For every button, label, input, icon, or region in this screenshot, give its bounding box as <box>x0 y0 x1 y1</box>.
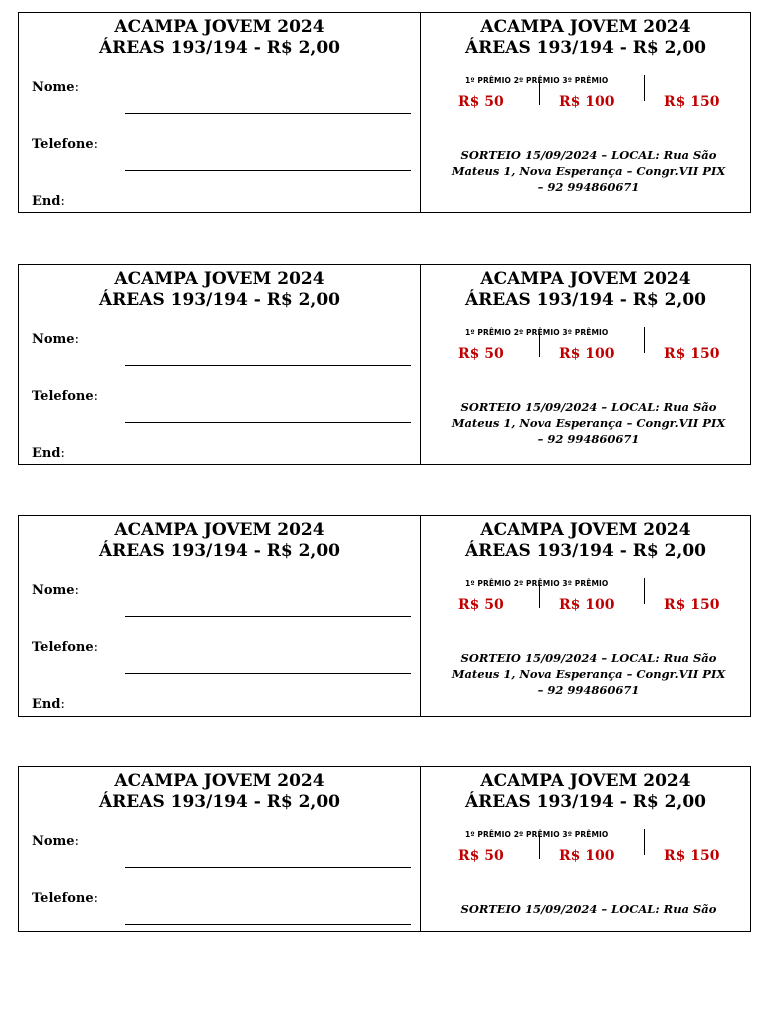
ticket-main <box>421 516 750 716</box>
prize-header: 1º PRÊMIO 2º PRÊMIO 3º PRÊMIO <box>465 76 609 85</box>
stub-subtitle: ÁREAS 193/194 - R$ 2,00 <box>98 38 340 58</box>
phone-label: Telefone: <box>32 137 99 152</box>
prize-2: R$ 100 <box>559 346 615 362</box>
ticket-subtitle: ÁREAS 193/194 - R$ 2,00 <box>464 38 706 58</box>
name-line <box>125 867 411 868</box>
ticket-subtitle: ÁREAS 193/194 - R$ 2,00 <box>464 792 706 812</box>
stub-title: ACAMPA JOVEM 2024 <box>114 17 325 37</box>
prize-divider <box>644 578 645 604</box>
prize-header: 1º PRÊMIO 2º PRÊMIO 3º PRÊMIO <box>465 579 609 588</box>
prize-header: 1º PRÊMIO 2º PRÊMIO 3º PRÊMIO <box>465 830 609 839</box>
prize-header: 1º PRÊMIO 2º PRÊMIO 3º PRÊMIO <box>465 328 609 337</box>
name-label: Nome: <box>32 332 79 347</box>
name-label: Nome: <box>32 80 79 95</box>
address-label: End: <box>32 446 65 461</box>
prize-divider <box>644 327 645 353</box>
ticket-stub <box>19 265 421 464</box>
stub-title: ACAMPA JOVEM 2024 <box>114 269 325 289</box>
ticket-subtitle: ÁREAS 193/194 - R$ 2,00 <box>464 541 706 561</box>
stub-subtitle: ÁREAS 193/194 - R$ 2,00 <box>98 792 340 812</box>
prize-3: R$ 150 <box>664 94 720 110</box>
prize-divider <box>644 75 645 101</box>
draw-info: SORTEIO 15/09/2024 – LOCAL: Rua São Mateus 1, Nova Esperança – Congr.VII PIX – 92 994860671 <box>451 651 726 697</box>
draw-info: SORTEIO 15/09/2024 – LOCAL: Rua São <box>460 902 717 916</box>
prize-2: R$ 100 <box>559 848 615 864</box>
raffle-ticket-1 <box>18 12 751 213</box>
phone-line <box>125 422 411 423</box>
ticket-title: ACAMPA JOVEM 2024 <box>480 269 691 289</box>
ticket-title: ACAMPA JOVEM 2024 <box>480 17 691 37</box>
phone-label: Telefone: <box>32 891 99 906</box>
ticket-title: ACAMPA JOVEM 2024 <box>480 520 691 540</box>
phone-label: Telefone: <box>32 640 99 655</box>
prize-divider <box>539 333 540 357</box>
phone-line <box>125 673 411 674</box>
prize-3: R$ 150 <box>664 848 720 864</box>
prize-3: R$ 150 <box>664 346 720 362</box>
prize-2: R$ 100 <box>559 94 615 110</box>
name-label: Nome: <box>32 583 79 598</box>
prize-divider <box>644 829 645 855</box>
name-line <box>125 113 411 114</box>
name-label: Nome: <box>32 834 79 849</box>
prize-divider <box>539 81 540 105</box>
raffle-ticket-4 <box>18 766 751 932</box>
stub-title: ACAMPA JOVEM 2024 <box>114 771 325 791</box>
prize-divider <box>539 584 540 608</box>
phone-line <box>125 924 411 925</box>
prize-1: R$ 50 <box>458 597 504 613</box>
phone-line <box>125 170 411 171</box>
ticket-main <box>421 265 750 464</box>
stub-subtitle: ÁREAS 193/194 - R$ 2,00 <box>98 290 340 310</box>
ticket-stub <box>19 13 421 212</box>
ticket-main <box>421 13 750 212</box>
draw-info: SORTEIO 15/09/2024 – LOCAL: Rua São Mateus 1, Nova Esperança – Congr.VII PIX – 92 994860671 <box>451 400 726 446</box>
ticket-main <box>421 767 750 931</box>
stub-subtitle: ÁREAS 193/194 - R$ 2,00 <box>98 541 340 561</box>
name-line <box>125 365 411 366</box>
raffle-ticket-3 <box>18 515 751 717</box>
prize-1: R$ 50 <box>458 94 504 110</box>
ticket-subtitle: ÁREAS 193/194 - R$ 2,00 <box>464 290 706 310</box>
prize-3: R$ 150 <box>664 597 720 613</box>
prize-1: R$ 50 <box>458 346 504 362</box>
address-label: End: <box>32 194 65 209</box>
prize-2: R$ 100 <box>559 597 615 613</box>
draw-info: SORTEIO 15/09/2024 – LOCAL: Rua São Mateus 1, Nova Esperança – Congr.VII PIX – 92 994860671 <box>451 148 726 194</box>
ticket-stub <box>19 767 421 931</box>
stub-title: ACAMPA JOVEM 2024 <box>114 520 325 540</box>
ticket-stub <box>19 516 421 716</box>
name-line <box>125 616 411 617</box>
prize-1: R$ 50 <box>458 848 504 864</box>
ticket-title: ACAMPA JOVEM 2024 <box>480 771 691 791</box>
raffle-ticket-2 <box>18 264 751 465</box>
prize-divider <box>539 835 540 859</box>
address-label: End: <box>32 697 65 712</box>
phone-label: Telefone: <box>32 389 99 404</box>
